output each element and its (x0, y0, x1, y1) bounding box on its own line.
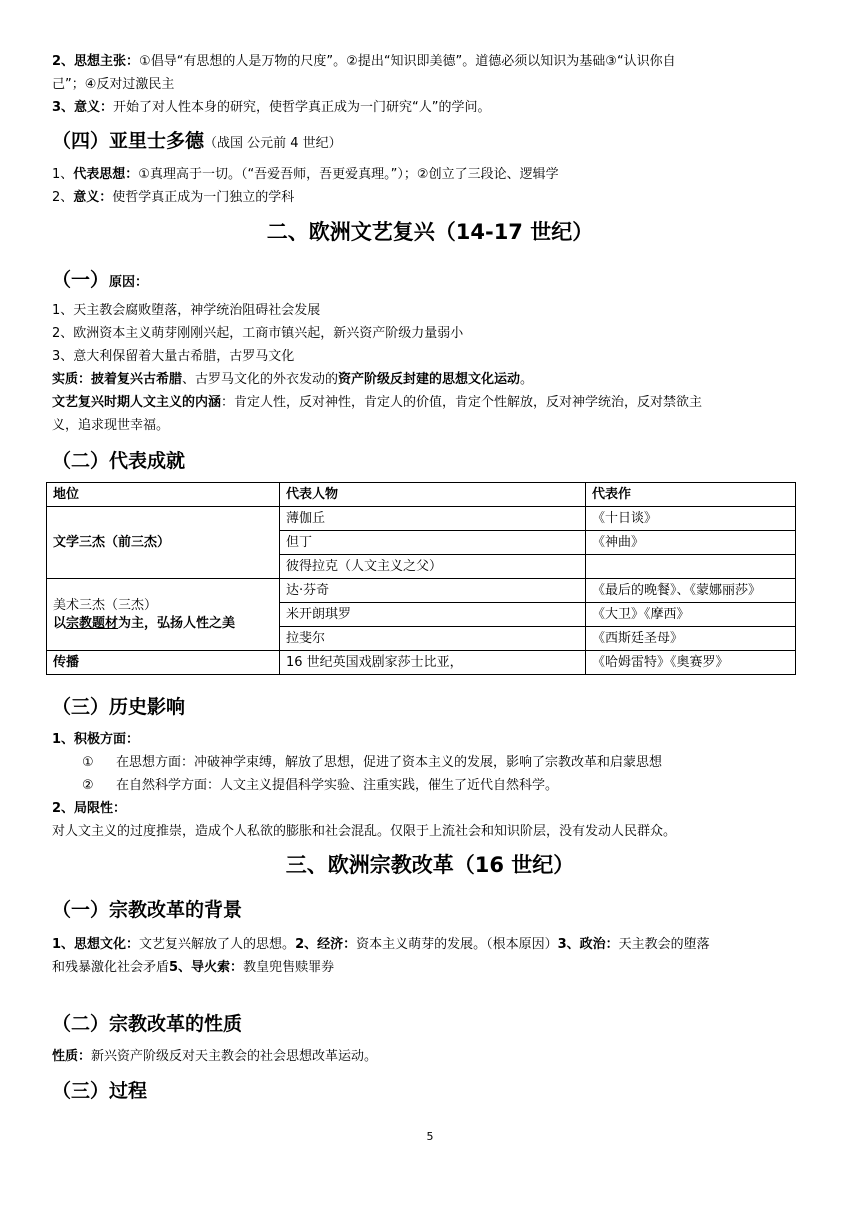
bg-politics-text: 天主教会的堕落 (618, 937, 710, 952)
humanism-line-2: 义，追求现世幸福。 (52, 418, 170, 433)
background-heading: （一）宗教改革的背景 (52, 899, 243, 921)
person-cell: 但丁 (280, 531, 586, 555)
nature-line (52, 1046, 822, 1068)
renaissance-title: 二、欧洲文艺复兴（14-17 世纪） (266, 220, 594, 244)
item-number: ① (82, 755, 94, 770)
cause-item: 2、欧洲资本主义萌芽刚刚兴起，工商市镇兴起，新兴资产阶级力量弱小 (52, 326, 464, 341)
person-cell: 薄伽丘 (280, 507, 586, 531)
background-line-1 (52, 934, 822, 956)
nature-heading: （二）宗教改革的性质 (52, 1013, 243, 1035)
essence-mid: 、古罗马文化的外衣发动的 (182, 372, 339, 387)
table-header-row (47, 483, 796, 507)
work-cell: 《西斯廷圣母》 (586, 627, 796, 651)
aristotle-heading-text: （四）亚里士多德 (52, 130, 205, 152)
essence-end: 。 (520, 372, 534, 387)
header-cell: 代表作 (586, 483, 796, 507)
person-cell: 米开朗琪罗 (280, 603, 586, 627)
page-number: 5 (426, 1130, 434, 1143)
art-group-desc (53, 615, 273, 633)
aristotle-line-2 (52, 187, 822, 209)
work-cell (586, 555, 796, 579)
group-cell-spread: 传播 (47, 651, 280, 675)
cause-item: 1、天主教会腐败堕落，神学统治阻碍社会发展 (52, 303, 321, 318)
bg-economy-text: 资本主义萌芽的发展。（根本原因） (356, 937, 558, 952)
achievements-heading: （二）代表成就 (52, 450, 186, 472)
header-cell: 代表人物 (280, 483, 586, 507)
work-cell: 《神曲》 (586, 531, 796, 555)
cause-label: 原因： (109, 275, 149, 290)
essence-line (52, 369, 822, 391)
reformation-title: 三、欧洲宗教改革（16 世纪） (285, 853, 575, 877)
header-cell: 地位 (47, 483, 280, 507)
positive-item (82, 775, 852, 797)
thought-line-2 (52, 74, 822, 96)
table-row (47, 507, 796, 531)
aristotle-note: （战国 公元前 4 世纪） (204, 136, 342, 151)
person-cell: 拉斐尔 (280, 627, 586, 651)
cause-heading (52, 267, 148, 296)
limitation-label: 2、局限性： (52, 801, 127, 816)
group-cell-art (47, 579, 280, 651)
person-cell: 达·芬奇 (280, 579, 586, 603)
art-desc-a: 以 (53, 615, 67, 631)
bg-politics-text-cont: 和残暴激化社会矛盾 (52, 960, 170, 975)
aristotle-l2-text: 使哲学真正成为一门独立的学科 (112, 190, 295, 205)
meaning-text: 开始了对人性本身的研究，使哲学真正成为一门研究“人”的学问。 (113, 100, 491, 115)
meaning-line (52, 97, 822, 119)
impact-heading: （三）历史影响 (52, 696, 186, 718)
item-text: 在思想方面：冲破神学束缚，解放了思想，促进了资本主义的发展，影响了宗教改革和启蒙思想 (116, 755, 663, 770)
aristotle-l1-label: 代表思想： (73, 167, 139, 182)
humanism-label: 文艺复兴时期人文主义的内涵 (52, 395, 222, 410)
achievements-table (46, 482, 796, 675)
humanism-text: ：肯定人性，反对神性，肯定人的价值，肯定个性解放，反对神学统治，反对禁欲主 (221, 395, 703, 410)
bg-trigger-text: 教皇兜售赎罪券 (243, 960, 335, 975)
aristotle-l2-prefix: 2、 (52, 190, 74, 205)
bg-politics-label: 3、政治： (557, 937, 619, 952)
bg-culture-text: 文艺复兴解放了人的思想。 (139, 937, 296, 952)
humanism-line-1 (52, 392, 822, 414)
work-cell: 《大卫》《摩西》 (586, 603, 796, 627)
item-text: 在自然科学方面：人文主义提倡科学实验、注重实践，催生了近代自然科学。 (116, 778, 559, 793)
aristotle-l1-text: ①真理高于一切。（“吾爱吾师，吾更爱真理。”）；②创立了三段论、逻辑学 (138, 167, 559, 182)
background-line-2 (52, 957, 822, 979)
group-cell-literature: 文学三杰（前三杰） (47, 507, 280, 579)
person-cell: 彼得拉克（人文主义之父） (280, 555, 586, 579)
nature-label: 性质： (52, 1049, 92, 1064)
aristotle-heading (52, 128, 342, 157)
thought-text: ①倡导“有思想的人是万物的尺度”。②提出“知识即美德”。道德必须以知识为基础③“认识你自 (139, 54, 676, 69)
positive-item (82, 752, 852, 774)
art-desc-underlined: 宗教题材 (66, 615, 119, 631)
essence-label: 实质：披着复兴古希腊 (52, 372, 183, 387)
art-group-title: 美术三杰（三杰） (53, 597, 158, 613)
work-cell: 《最后的晚餐》、《蒙娜丽莎》 (586, 579, 796, 603)
thought-label: 2、思想主张： (52, 54, 140, 69)
limitation-text: 对人文主义的过度推崇，造成个人私欲的膨胀和社会混乱。仅限于上流社会和知识阶层，没有发动人民群众。 (52, 824, 677, 839)
art-desc-b: 为主，弘扬人性之美 (118, 615, 236, 631)
thought-text-cont: 己”；④反对过激民主 (52, 77, 175, 92)
table-row (47, 579, 796, 603)
work-cell: 《哈姆雷特》《奥赛罗》 (586, 651, 796, 675)
bg-culture-label: 1、思想文化： (52, 937, 140, 952)
thought-line-1 (52, 51, 822, 73)
positive-label: 1、积极方面： (52, 732, 140, 747)
bg-trigger-label: 5、导火索： (169, 960, 244, 975)
person-cell: 16 世纪英国戏剧家莎士比亚， (280, 651, 586, 675)
nature-text: 新兴资产阶级反对天主教会的社会思想改革运动。 (91, 1049, 378, 1064)
aristotle-l1-prefix: 1、 (52, 167, 74, 182)
bg-economy-label: 2、经济： (295, 937, 357, 952)
meaning-label: 3、意义： (52, 100, 114, 115)
process-heading: （三）过程 (52, 1080, 148, 1102)
aristotle-line-1 (52, 164, 822, 186)
essence-bold: 资产阶级反封建的思想文化运动 (338, 372, 521, 387)
work-cell: 《十日谈》 (586, 507, 796, 531)
table-row (47, 651, 796, 675)
cause-heading-text: （一） (52, 269, 110, 291)
item-number: ② (82, 778, 94, 793)
aristotle-l2-label: 意义： (73, 190, 113, 205)
cause-item: 3、意大利保留着大量古希腊，古罗马文化 (52, 349, 295, 364)
